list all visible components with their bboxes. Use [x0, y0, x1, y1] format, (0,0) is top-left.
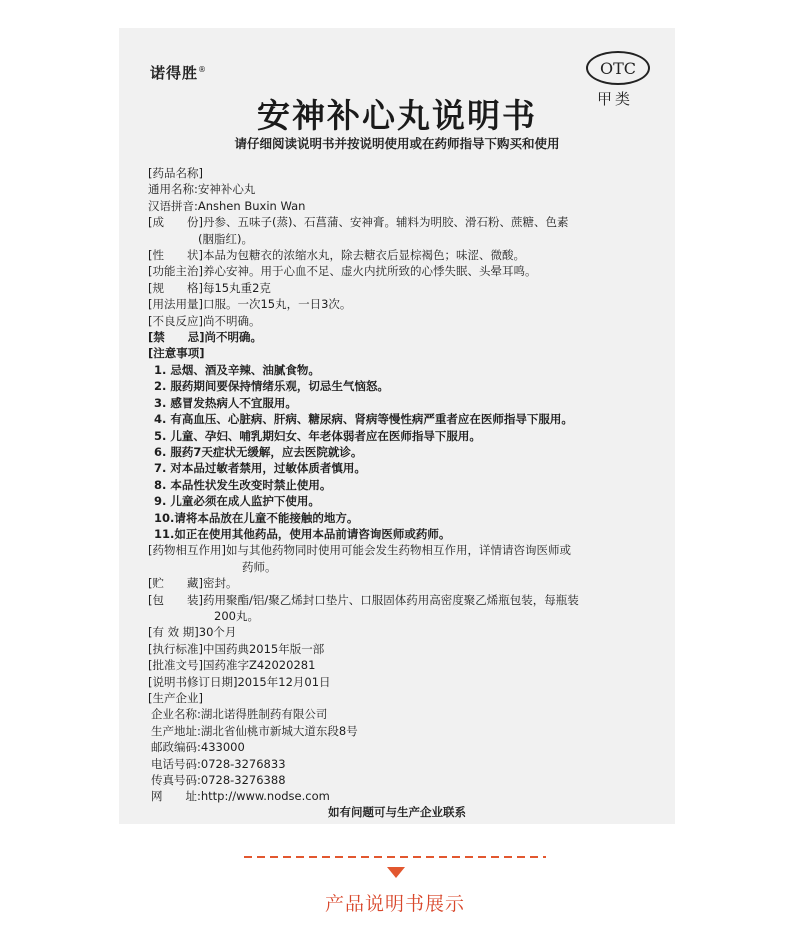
notice-item: 6. 服药7天症状无缓解，应去医院就诊。	[154, 444, 363, 459]
notice-item: 11.如正在使用其他药品，使用本品前请咨询医师或药师。	[154, 526, 451, 541]
appearance-row: [性 状] 本品为包糖衣的浓缩水丸，除去糖衣后显棕褐色；味涩、微酸。	[148, 248, 525, 263]
page-title: 安神补心丸说明书	[257, 96, 537, 135]
brand-name: 诺得胜	[150, 64, 199, 82]
notice-item: 3. 感冒发热病人不宜服用。	[154, 395, 297, 410]
adverse-row: [不良反应] 尚不明确。	[148, 313, 261, 328]
package-cont: 200丸。	[214, 608, 259, 623]
leaflet-body	[148, 165, 660, 805]
spec-row: [规 格] 每15丸重2克	[148, 280, 271, 295]
company-website-row: 网 址: http://www.nodse.com	[151, 789, 330, 804]
caption: 产品说明书展示	[324, 893, 465, 915]
notice-item: 10.请将本品放在儿童不能接触的地方。	[154, 510, 359, 525]
notice-item: 5. 儿童、孕妇、哺乳期妇女、年老体弱者应在医师指导下服用。	[154, 428, 481, 443]
otc-badge	[586, 51, 650, 85]
registered-mark: ®	[198, 65, 208, 74]
dashed-divider	[244, 856, 546, 858]
company-phone-row: 电话号码: 0728-3276833	[151, 756, 286, 771]
composition-row: [成 份] 丹参、五味子(蒸)、石菖蒲、安神膏。辅料为明胶、滑石粉、蔗糖、色素	[148, 215, 569, 230]
maker-header: [生产企业]	[148, 691, 203, 705]
subtitle: 请仔细阅读说明书并按说明使用或在药师指导下购买和使用	[234, 136, 560, 151]
otc-class: 甲类	[597, 90, 634, 108]
notice-item: 1. 忌烟、酒及辛辣、油腻食物。	[154, 362, 320, 377]
notice-item: 4. 有高血压、心脏病、肝病、糖尿病、肾病等慢性病严重者应在医师指导下服用。	[154, 412, 573, 427]
footer-note: 如有问题可与生产企业联系	[328, 805, 466, 819]
package-row: [包 装] 药用聚酯/铝/聚乙烯封口垫片、口服固体药用高密度聚乙烯瓶包装，每瓶装	[148, 592, 579, 607]
leaflet-sheet	[119, 28, 675, 824]
down-arrow-icon	[387, 867, 405, 878]
brand-logo	[150, 62, 207, 83]
usage-row: [用法用量] 口服。一次15丸，一日3次。	[148, 297, 352, 312]
pinyin-row: 汉语拼音: Anshen Buxin Wan	[148, 198, 306, 213]
notice-item: 9. 儿童必须在成人监护下使用。	[154, 494, 320, 509]
company-postcode-row: 邮政编码: 433000	[151, 740, 245, 755]
interaction-row: [药物相互作用] 如与其他药物同时使用可能会发生药物相互作用，详情请咨询医师或	[148, 543, 571, 558]
drug-name-header: [药品名称]	[148, 166, 203, 180]
generic-name-row: 通用名称: 安神补心丸	[148, 182, 256, 197]
validity-row: [有 效 期] 30个月	[148, 625, 237, 640]
approval-row: [批准文号] 国药准字Z42020281	[148, 658, 316, 673]
function-row: [功能主治] 养心安神。用于心血不足、虚火内扰所致的心悸失眠、头晕耳鸣。	[148, 264, 537, 279]
storage-row: [贮 藏] 密封。	[148, 576, 238, 591]
interaction-cont: 药师。	[242, 559, 277, 574]
revision-row: [说明书修订日期] 2015年12月01日	[148, 674, 331, 689]
standard-row: [执行标准] 中国药典2015年版一部	[148, 641, 325, 656]
notice-item: 2. 服药期间要保持情绪乐观，切忌生气恼怒。	[154, 379, 389, 394]
otc-label: OTC	[599, 58, 637, 78]
notice-item: 7. 对本品过敏者禁用，过敏体质者慎用。	[154, 461, 366, 476]
notice-item: 8. 本品性状发生改变时禁止使用。	[154, 477, 332, 492]
composition-cont: (胭脂红)。	[198, 231, 253, 246]
notes-header: [注意事项]	[148, 346, 205, 361]
company-address-row: 生产地址: 湖北省仙桃市新城大道东段8号	[151, 723, 358, 738]
contraindication-row: [禁 忌] 尚不明确。	[148, 330, 263, 345]
company-fax-row: 传真号码: 0728-3276388	[151, 773, 286, 788]
company-name-row: 企业名称: 湖北诺得胜制药有限公司	[151, 707, 328, 722]
